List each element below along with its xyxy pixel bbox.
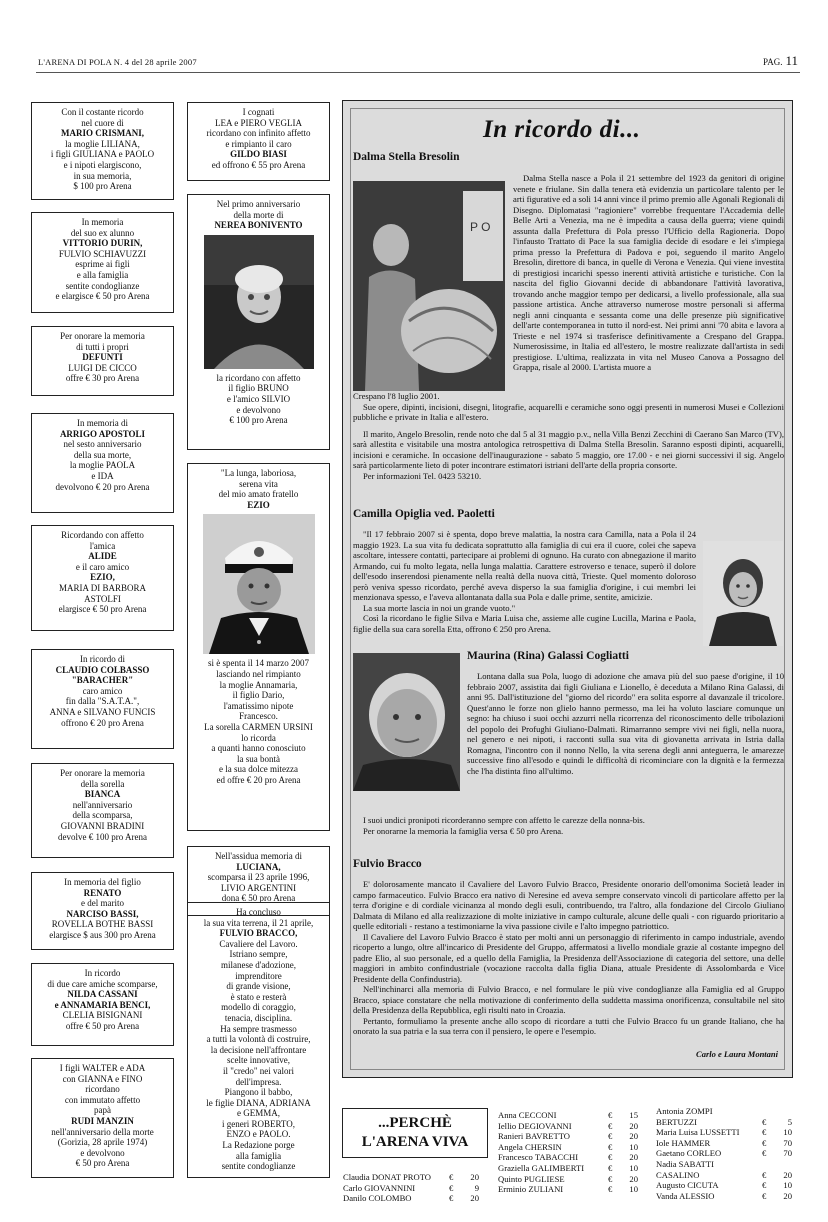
donation-amount: 20 <box>629 1152 638 1163</box>
notice-line: in sua memoria, <box>73 170 132 181</box>
donor-name: Quinto PUGLIESE <box>498 1173 565 1184</box>
notice-line: devolvono € 20 pro Arena <box>55 481 150 492</box>
donation-amount: 10 <box>783 1180 792 1191</box>
paragraph: Il marito, Angelo Bresolin, rende noto che dal 5 al 31 maggio p.v., nella Villa Benzi Zecchini di Caerano San Marco (TV), sarà allestita e visitabile una mostra antologica retrospettiva di Dalma Stella Bresolin. Saranno esposti dipinti, acquarelli, incisioni e ceramiche. In occasione dell'inaugurazione - sabato 5 maggio, ore 17.00 - e nei giorni successivi il sig. Angelo sarà particolarmente lieto di poter incontrare estimatori istriani dell'arte della propria consorte. <box>353 428 784 470</box>
notice-line: In ricordo di <box>80 654 125 664</box>
notice-text <box>191 851 326 904</box>
notice-line: e devolvono <box>80 1147 125 1158</box>
notice-line: ANNA e SILVANO FUNCIS <box>49 706 156 717</box>
notice-line: La sorella CARMEN URSINI <box>204 721 313 732</box>
section-text-dalma-2 <box>353 391 784 481</box>
photo-camilla <box>703 541 783 646</box>
notice-line: la moglie Annamaria, <box>219 679 298 690</box>
notice-line: In memoria di <box>77 418 128 428</box>
notice-line: e i nipoti elargiscono, <box>63 159 142 170</box>
notice-line: In memoria del figlio <box>64 877 141 887</box>
donor-name: Augusto CICUTA <box>656 1180 719 1191</box>
notice-line: EZIO, <box>90 572 115 583</box>
notice-line: Nel primo anniversario <box>216 199 301 209</box>
donation-row <box>343 1172 479 1183</box>
donation-amount: 9 <box>474 1182 479 1193</box>
donation-amount: 20 <box>470 1172 479 1182</box>
donation-row <box>498 1163 638 1174</box>
notice-line: fin dalla "S.A.T.A.", <box>65 696 140 707</box>
notice-line: dell'impresa. <box>235 1076 282 1087</box>
donation-row <box>498 1184 638 1195</box>
notice-box-renato-narciso <box>31 872 174 950</box>
donation-amount: 10 <box>629 1141 638 1152</box>
notice-line: Per onorare la memoria <box>60 331 145 341</box>
currency-symbol: € <box>608 1152 613 1163</box>
donor-name: Iole HAMMER <box>656 1137 711 1148</box>
donation-row <box>343 1183 479 1194</box>
notice-line: LUCIANA, <box>236 861 281 872</box>
notice-line: con immutato affetto <box>64 1094 141 1105</box>
currency-symbol: € <box>608 1162 613 1173</box>
donation-row <box>656 1127 792 1138</box>
donation-row <box>656 1148 792 1159</box>
notice-line: lasciando nel rimpianto <box>216 668 301 679</box>
donor-name: Danilo COLOMBO <box>343 1193 412 1204</box>
donation-row <box>498 1152 638 1163</box>
notice-line: ENZO e PAOLO. <box>226 1129 291 1140</box>
donor-name: Ranieri BAVRETTO <box>498 1131 571 1142</box>
donor-name: Carlo GIOVANNINI <box>343 1182 416 1193</box>
notice-line: ricordano con infinito affetto <box>206 128 311 139</box>
donor-name: Vanda ALESSIO <box>656 1190 715 1201</box>
donor-name: Gaetano CORLEO <box>656 1148 722 1159</box>
notice-line: alla famiglia <box>235 1150 282 1161</box>
notice-line: la ricordano con affetto <box>216 372 301 383</box>
notice-line: scomparsa il 23 aprile 1996, <box>207 872 310 883</box>
notice-box-rudi-manzin <box>31 1058 174 1178</box>
notice-line: con GIANNA e FINO <box>62 1073 143 1084</box>
notice-line: "La lunga, laboriosa, <box>220 468 297 478</box>
donation-row <box>656 1138 792 1149</box>
notice-line: NEREA BONIVENTO <box>214 220 303 231</box>
donation-row <box>656 1117 792 1128</box>
currency-symbol: € <box>449 1172 454 1182</box>
notice-line: di tutti i propri <box>76 341 129 352</box>
donor-name: Graziella GALIMBERTI <box>498 1162 585 1173</box>
donation-amount: 10 <box>629 1184 638 1195</box>
page-label: PAG. <box>763 57 783 67</box>
currency-symbol: € <box>762 1169 767 1180</box>
donor-name: Erminio ZULIANI <box>498 1184 564 1195</box>
notice-line: i generi ROBERTO, <box>221 1118 296 1129</box>
notice-line: e del marito <box>81 898 124 909</box>
donation-row <box>498 1174 638 1185</box>
notice-line: nel cuore di <box>81 117 124 128</box>
donation-row <box>498 1131 638 1142</box>
donation-row <box>498 1142 638 1153</box>
notice-line: il figlio BRUNO <box>228 383 289 394</box>
notice-line: papà <box>94 1105 111 1116</box>
donation-amount <box>774 1106 792 1117</box>
notice-line: esprime ai figli <box>75 259 130 270</box>
photo-rina-galassi <box>353 653 460 791</box>
notice-box-mario-crismani <box>31 102 174 200</box>
notice-line: devolve € 100 pro Arena <box>58 831 147 842</box>
donation-amount: 20 <box>629 1131 638 1142</box>
header-page-number <box>763 53 798 69</box>
notice-line: il "credo" nei valori <box>222 1065 295 1076</box>
donor-name: Francesco TABACCHI <box>498 1152 579 1163</box>
notice-line: ricordano <box>85 1084 120 1095</box>
currency-symbol <box>762 1159 774 1170</box>
currency-symbol: € <box>449 1193 454 1204</box>
notice-line: milanese d'adozione, <box>220 959 297 970</box>
notice-line: Con il costante ricordo <box>61 107 144 117</box>
notice-box-bianca <box>31 763 174 858</box>
notice-text-top <box>191 468 326 510</box>
header-rule <box>36 72 800 73</box>
currency-symbol: € <box>449 1182 454 1193</box>
notice-line: ALIDE <box>88 551 117 562</box>
section-text-rina-2 <box>353 815 784 836</box>
notice-line: I cognati <box>242 107 275 117</box>
notice-line: offre € 50 pro Arena <box>65 1020 140 1031</box>
donation-amount: 20 <box>629 1120 638 1131</box>
notice-line: LIVIO ARGENTINI <box>220 882 297 893</box>
donor-name: Angela CHERSIN <box>498 1141 562 1152</box>
notice-line: e l'amico SILVIO <box>226 393 291 404</box>
notice-line: di due care amiche scomparse, <box>47 978 158 989</box>
currency-symbol: € <box>762 1127 767 1138</box>
currency-symbol: € <box>762 1116 767 1127</box>
donation-amount: 5 <box>787 1116 792 1127</box>
currency-symbol: € <box>762 1180 767 1191</box>
notice-line: offrono € 20 pro Arena <box>61 717 144 728</box>
donor-name: Maria Luisa LUSSETTI <box>656 1127 740 1138</box>
notice-line: DEFUNTI <box>82 352 123 363</box>
notice-line: Ricordando con affetto <box>61 530 144 540</box>
notice-line: e la sua dolce mitezza <box>219 764 298 775</box>
notice-line: LEA e PIERO VEGLIA <box>214 117 303 128</box>
notice-line: a tutti la volontà di costruire, <box>206 1034 311 1045</box>
notice-box-ezio <box>187 463 330 831</box>
notice-box-nilda-annamaria <box>31 963 174 1046</box>
section-name-camilla: Camilla Opiglia ved. Paoletti <box>353 508 495 520</box>
notice-line: e rimpianto il caro <box>225 138 292 149</box>
donation-row <box>498 1121 638 1132</box>
notice-box-fulvio-bracco <box>187 902 330 1178</box>
notice-line: Per onorare la memoria <box>60 768 145 778</box>
notice-line: è stato e resterà <box>230 991 287 1002</box>
notice-line: e IDA <box>91 470 114 481</box>
donation-amount: 70 <box>783 1148 792 1159</box>
paragraph: Dalma Stella nasce a Pola il 21 settembre del 1923 da genitori di origine venete e friulane. Sin dalla tenera età evidenzia un particolare talento per le arti figurative ed a soli 14 anni vince il primo premio alle Agonali Regionali di Disegno. Diplomatasi "ragioniere" vorrebbe frequentare l'Accademia delle Belle Arti a Venezia, ma ne è impedita a causa della guerra; viene quindi assunta dalla Prefettura di Pola presso l'Ufficio della Ragioneria. Dopo l'infausto Trattato di Pace la sua famiglia decide di esodare e lei s'impiega prima presso la Prefettura di Padova e poi, seguendo il marito Angelo Bresolin, direttore di banca, in quelle di Verona e Venezia. Qui viene investita di prestigiosi incarichi spesso inerenti attività artistiche e turistiche. Con la nascita del figlio Giovanni decide di abbandonare l'attività lavorativa, trovando anche maggior tempo per dedicarsi, a livello professionale, alla sua passione artistica. Anche attraverso numerose mostre personali si afferma negli anni cinquanta e sessanta come una delle presenze più significative dell'arte contemporanea in tutto il nord-est. Nei primi anni '70 abita e lavora a Trieste e nel 1974 si trasferisce definitivamente a Crespano del Grappa. Numerosissime, in Italia ed all'estero, le mostre realizzate dall'artista in sedi prestigiose. L'ultima, realizzata in vita nel Museo Canova a Possagno del Grappa, risale al 2000. L'artista muore a <box>513 173 784 372</box>
notice-line: Ha sempre trasmesso <box>220 1023 297 1034</box>
notice-box-claudio-colbasso <box>31 649 174 749</box>
paragraph: Pertanto, formuliamo la presente anche allo scopo di ricordare a tutti che Fulvio Bracco fu un grande Italiano, che ha onorato la sua patria e la sua terra con il pensiero, le opere e l'esempio. <box>353 1015 784 1036</box>
section-name-fulvio: Fulvio Bracco <box>353 858 422 870</box>
perche-line2: L'ARENA VIVA <box>361 1134 469 1150</box>
notice-line: le figlie DIANA, ADRIANA <box>206 1097 311 1108</box>
notice-line: NARCISO BASSI, <box>66 908 139 919</box>
donation-row <box>343 1193 479 1204</box>
notice-line: sentite condoglianze <box>65 280 140 291</box>
notice-line: In ricordo <box>84 968 121 978</box>
notice-line: della morte di <box>233 209 284 220</box>
currency-symbol: € <box>608 1184 613 1195</box>
notice-line: lo ricorda <box>241 732 276 743</box>
notice-line: BIANCA <box>84 789 121 800</box>
paragraph: I suoi undici pronipoti ricorderanno sempre con affetto le carezze della nonna-bis. <box>363 815 645 825</box>
notice-line: I figli WALTER e ADA <box>59 1063 146 1073</box>
notice-line: ed offre € 20 pro Arena <box>216 774 301 785</box>
paragraph: "Il 17 febbraio 2007 si è spenta, dopo breve malattia, la nostra cara Camilla, nata a Pola il 24 maggio 1923. La sua vita fu dedicata soprattutto alla famiglia di cui era il cuore, colei che sapeva ascoltare, intessere contatti, partecipare ai problemi di ognuno. Ha curato con abnegazione il marito Armando, cui fu molto legata, nella lunga malattia. Carattere estroverso e tenace, superò il dolore dell'esodo inserendosi pienamente nella realtà della nuova città, Trieste. Quel momento doloroso però veniva spesso ricordato, perché aveva disperso la sua famiglia d'origine, i cui membri lei menzionava spesso, e l'aveva allontanata dalla sua Pola e dalle prime, sentite, amicizie. <box>353 529 696 602</box>
notice-line: a quanti hanno conosciuto <box>211 743 306 754</box>
donation-row <box>656 1180 792 1191</box>
donor-name: Antonia ZOMPI <box>656 1106 713 1116</box>
notice-line: FULVIO BRACCO, <box>219 928 298 939</box>
donations-list-right <box>656 1106 792 1201</box>
notice-line: nel sesto anniversario <box>63 439 142 450</box>
donation-amount: 15 <box>629 1110 638 1120</box>
donation-amount: 10 <box>783 1127 792 1138</box>
notice-text-bottom <box>191 373 326 426</box>
donation-row <box>656 1191 792 1202</box>
notice-box-defunti <box>31 326 174 396</box>
notice-line: l'amatissimo nipote <box>223 700 294 711</box>
donor-name: Claudia DONAT PROTO <box>343 1172 432 1182</box>
notice-line: la decisione nell'affrontare <box>210 1044 307 1055</box>
donation-amount: 20 <box>783 1169 792 1180</box>
paragraph: Così la ricordano le figlie Silva e Maria Luisa che, assieme alle cugine Lucilla, Marina e Paola, figlie della sua cara sorella Etta, offrono € 250 pro Arena. <box>353 613 696 634</box>
photo-dalma-painting <box>353 181 505 391</box>
donation-row <box>498 1110 638 1121</box>
page-number: 11 <box>785 53 798 68</box>
notice-line: si è spenta il 14 marzo 2007 <box>208 658 309 669</box>
section-text-rina-1 <box>467 671 784 776</box>
notice-line: LUIGI DE CICCO <box>68 362 137 373</box>
notice-line: Piangono il babbo, <box>224 1087 293 1098</box>
notice-line: la sua bontà <box>237 753 280 764</box>
notice-line: CLELIA BISIGNANI <box>62 1010 143 1021</box>
donation-row <box>656 1159 792 1170</box>
portrait-photo-ezio <box>203 514 315 654</box>
notice-line: della scomparsa, <box>72 810 133 821</box>
currency-symbol: € <box>608 1110 613 1120</box>
notice-line: ed offrono € 55 pro Arena <box>211 159 306 170</box>
donor-name: Nadia SABATTI <box>656 1158 714 1169</box>
donor-name: BERTUZZI <box>656 1116 698 1127</box>
paragraph: Nell'inchinarci alla memoria di Fulvio Bracco, e nel formulare le più vive condoglianze alla Famiglia ed al Gruppo Bracco, spiace constatare che nella motivazione di conferimento della suddetta massima onorificenza, consultabile nel sito della Presidenza della Repubblica, egli risulti nato in Croazia. <box>353 984 784 1015</box>
paragraph: Lontana dalla sua Pola, luogo di adozione che amava più del suo paese d'origine, il 10 febbraio 2007, assistita dai figli Giuliana e Lionello, è deceduta a Milano Rina Galassi, di anni 95. Dall'istituzione del "giorno del ricordo" era solita esporre al davanzale il tricolore. Quest'anno le forze non glielo hanno permesso, ma lei ha voluto lasciare comunque un segno: ha chiuso i suoi occhi azzurri nella ricorrenza del riconoscimento delle tribolazioni del popolo dei Profughi Giuliano-Dalmati. Rimarranno sempre vivi nei figli, nella nuora, nel genero e nei nipoti, i racconti sulla sua vita di giovanetta arrivata in Istria dalla Romagna, l'incontro con il nonno Nello, la vita serena degli anni anteguerra, le amarezze successive fino all'esodo e quindi le difficoltà di ricominciare con la dignità e la fermezza che l'ha distinta fino all'ultimo. <box>467 671 784 776</box>
notice-line: imprenditore <box>235 970 282 981</box>
paragraph: E' dolorosamente mancato il Cavaliere del Lavoro Fulvio Bracco, Presidente onorario dell'omonima Società leader in campo farmaceutico. Fulvio Bracco era nativo di Neresine ed aveva sempre conservato vincoli di particolare affetto per la terra d'origine e di cordiale vicinanza al mondo degli esuli, contribuendo, tra l'altro, alla fondazione del Circolo Giuliano Dalmata di Milano ed alla realizzazione di molte iniziative in campo culturale, alcune delle quali - con riguardo prioritario a quelle editoriali - restano a testimoniarne la viva passione civile e l'alto impegno patriottico. <box>353 879 784 931</box>
notice-line: e alla famiglia <box>76 269 129 280</box>
notice-line: Cavaliere del Lavoro. <box>219 938 298 949</box>
paragraph: Per informazioni Tel. 0423 53210. <box>363 470 482 481</box>
notice-text-bottom <box>191 658 326 785</box>
notice-line: (Gorizia, 28 aprile 1974) <box>57 1137 148 1148</box>
notice-line: della sua morte, <box>73 449 132 460</box>
section-name-dalma: Dalma Stella Bresolin <box>353 151 460 163</box>
notice-line: EZIO <box>247 499 270 510</box>
notice-line: Francesco. <box>239 711 278 722</box>
notice-line: VITTORIO DURIN, <box>62 238 143 249</box>
notice-line: caro amico <box>82 685 123 696</box>
donor-name: Iellio DEGIOVANNI <box>498 1120 572 1131</box>
currency-symbol: € <box>608 1173 613 1184</box>
notice-line: Ha concluso <box>236 907 281 917</box>
notice-line: e elargisce € 50 pro Arena <box>55 291 150 302</box>
header-publication: L'ARENA DI POLA N. 4 del 28 aprile 2007 <box>38 57 197 67</box>
in-ricordo-panel <box>342 100 793 1078</box>
notice-line: e GEMMA, <box>237 1108 280 1119</box>
svg-text:P O: P O <box>470 220 491 234</box>
section-text-fulvio <box>353 879 784 1037</box>
paragraph: Il Cavaliere del Lavoro Fulvio Bracco è stato per molti anni un personaggio di riferimento in campo industriale, avendo ricoperto a lungo, oltre all'incarico di Presidente del Gruppo, affermatosi a livello mondiale grazie al costante impegno del padre Elio, al suo personale, ed a quello della Famiglia, la Presidenza dell'Associazione di categoria del settore, una delle maggiori in ambito confindustriale (vocazione raccolta dalla figlia Diana, attuale Presidente di Assolombarda e Vice Presidente della Confindustria). <box>353 931 784 984</box>
notice-line: la moglie PAOLA <box>69 460 136 471</box>
notice-line: della sorella <box>80 778 125 789</box>
notice-line: di grande visione, <box>226 981 291 992</box>
notice-line: NILDA CASSANI <box>67 989 138 1000</box>
notice-line: MARIO CRISMANI, <box>61 128 144 139</box>
notice-line: la sua vita terrena, il 21 aprile, <box>203 917 314 928</box>
section-text-camilla <box>353 529 696 634</box>
notice-line: GIOVANNI BRADINI <box>60 820 145 831</box>
perche-box <box>342 1108 488 1158</box>
notice-line: dona € 50 pro Arena <box>221 893 296 904</box>
notice-line: e il caro amico <box>75 561 130 572</box>
notice-line: i figli GIULIANA e PAOLO <box>50 149 155 160</box>
donation-amount: 20 <box>783 1190 792 1201</box>
notice-line: RENATO <box>83 887 122 898</box>
notice-line: Istriano sempre, <box>229 949 288 960</box>
donation-amount: 20 <box>629 1173 638 1184</box>
notice-line: serena vita <box>239 478 278 489</box>
currency-symbol: € <box>608 1131 613 1142</box>
notice-line: l'amica <box>89 540 116 551</box>
notice-line: nell'anniversario <box>72 799 133 810</box>
notice-box-nerea-bonivento <box>187 194 330 450</box>
notice-line: e ANNAMARIA BENCI, <box>54 999 151 1010</box>
currency-symbol <box>762 1106 774 1117</box>
notice-line: modello di coraggio, <box>221 1002 296 1013</box>
portrait-photo-nerea <box>204 235 314 369</box>
section-text-dalma-1 <box>513 173 784 373</box>
paragraph: Per onorarne la memoria la famiglia versa € 50 pro Arena. <box>363 825 564 836</box>
panel-title: In ricordo di... <box>483 116 641 143</box>
notice-line: del mio amato fratello <box>218 489 299 500</box>
notice-line: MARIA DI BARBORA <box>58 582 146 593</box>
notice-box-gildo-biasi <box>187 102 330 181</box>
notice-line: tenacia, disciplina. <box>224 1012 293 1023</box>
notice-line: nell'anniversario della morte <box>51 1126 154 1137</box>
perche-line1: ...PERCHÈ <box>378 1115 452 1131</box>
donations-list-middle <box>498 1110 638 1195</box>
notice-box-arrigo-apostoli <box>31 413 174 513</box>
notice-line: ROVELLA BOTHE BASSI <box>51 919 154 930</box>
notice-line: CLAUDIO COLBASSO <box>55 664 150 675</box>
notice-line: Nell'assidua memoria di <box>214 851 303 861</box>
currency-symbol: € <box>762 1137 767 1148</box>
donation-row <box>656 1170 792 1181</box>
notice-line: € 100 pro Arena <box>229 415 288 426</box>
currency-symbol: € <box>608 1141 613 1152</box>
signature: Carlo e Laura Montani <box>696 1049 778 1059</box>
paragraph: Crespano l'8 luglio 2001. <box>353 391 440 401</box>
currency-symbol: € <box>608 1120 613 1131</box>
notice-line: scelte innovative, <box>227 1055 290 1066</box>
notice-line: del suo ex alunno <box>70 227 135 238</box>
paragraph: La sua morte lascia in noi un grande vuoto." <box>363 602 516 613</box>
notice-line: offre € 30 pro Arena <box>65 373 140 384</box>
donation-amount <box>774 1159 792 1170</box>
paragraph: Sue opere, dipinti, incisioni, disegni, litografie, acquarelli e ceramiche sono oggi presenti in numerosi Musei e Collezioni pubbliche e private in Italia e all'estero. <box>353 401 784 422</box>
currency-symbol: € <box>762 1190 767 1201</box>
notice-box-alide-ezio <box>31 525 174 631</box>
notice-text <box>191 907 326 1172</box>
notice-line: e devolvono <box>236 404 281 415</box>
currency-symbol: € <box>762 1148 767 1159</box>
notice-box-vittorio-durin <box>31 212 174 313</box>
donations-list-left <box>343 1172 479 1204</box>
donation-amount: 20 <box>470 1193 479 1204</box>
notice-text <box>191 107 326 171</box>
notice-line: il figlio Dario, <box>232 690 285 701</box>
notice-line: ARRIGO APOSTOLI <box>59 428 146 439</box>
notice-line: € 50 pro Arena <box>75 1158 130 1169</box>
notice-line: FULVIO SCHIAVUZZI <box>58 248 147 259</box>
notice-line: elargisce € 50 pro Arena <box>58 604 147 615</box>
donation-row <box>656 1106 792 1117</box>
section-name-rina: Maurina (Rina) Galassi Cogliatti <box>467 650 629 662</box>
notice-text-top <box>191 199 326 231</box>
notice-line: "BARACHER" <box>71 675 134 686</box>
donation-amount: 10 <box>629 1162 638 1173</box>
donation-amount: 70 <box>783 1137 792 1148</box>
notice-line: In memoria <box>81 217 124 227</box>
donor-name: CASALINO <box>656 1169 700 1180</box>
notice-line: sentite condoglianze <box>221 1161 296 1172</box>
notice-line: La Redazione porge <box>222 1140 295 1151</box>
donor-name: Anna CECCONI <box>498 1110 557 1120</box>
notice-line: $ 100 pro Arena <box>73 181 132 192</box>
notice-line: la moglie LILIANA, <box>65 138 140 149</box>
notice-line: ASTOLFI <box>84 593 121 604</box>
notice-line: elargisce $ aus 300 pro Arena <box>49 929 156 940</box>
notice-line: RUDI MANZIN <box>71 1115 134 1126</box>
notice-line: GILDO BIASI <box>230 149 287 160</box>
